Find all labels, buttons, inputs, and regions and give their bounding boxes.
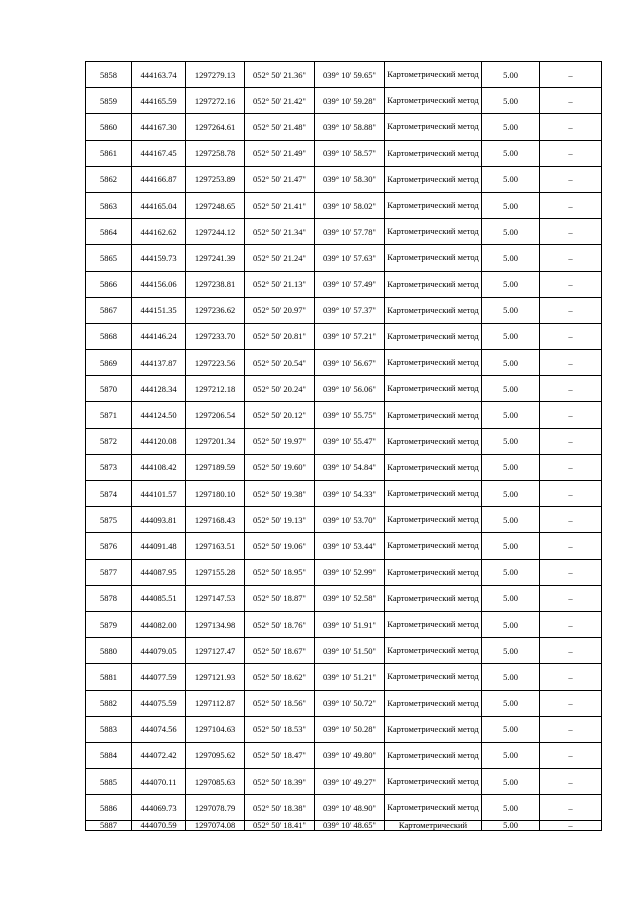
method-cell: Картометрический метод — [385, 402, 482, 428]
latitude-cell: 052° 50' 18.62" — [245, 664, 315, 690]
y-coordinate-cell: 1297127.47 — [186, 638, 245, 664]
precision-cell: 5.00 — [482, 769, 540, 795]
note-cell: – — [540, 297, 602, 323]
y-coordinate-cell: 1297189.59 — [186, 454, 245, 480]
precision-cell: 5.00 — [482, 454, 540, 480]
precision-cell: 5.00 — [482, 297, 540, 323]
point-number-cell: 5867 — [86, 297, 132, 323]
precision-cell: 5.00 — [482, 611, 540, 637]
longitude-cell: 039° 10' 55.47" — [315, 428, 385, 454]
longitude-cell: 039° 10' 57.21" — [315, 323, 385, 349]
latitude-cell: 052° 50' 18.53" — [245, 716, 315, 742]
x-coordinate-cell: 444162.62 — [132, 219, 186, 245]
x-coordinate-cell: 444137.87 — [132, 350, 186, 376]
longitude-cell: 039° 10' 57.63" — [315, 245, 385, 271]
x-coordinate-cell: 444070.59 — [132, 821, 186, 831]
table-row — [86, 192, 602, 218]
x-coordinate-cell: 444075.59 — [132, 690, 186, 716]
longitude-cell: 039° 10' 58.88" — [315, 114, 385, 140]
table-row — [86, 376, 602, 402]
latitude-cell: 052° 50' 21.42" — [245, 88, 315, 114]
x-coordinate-cell: 444085.51 — [132, 585, 186, 611]
longitude-cell: 039° 10' 50.28" — [315, 716, 385, 742]
y-coordinate-cell: 1297253.89 — [186, 166, 245, 192]
table-row — [86, 664, 602, 690]
latitude-cell: 052° 50' 21.36" — [245, 62, 315, 88]
longitude-cell: 039° 10' 48.65" — [315, 821, 385, 831]
x-coordinate-cell: 444165.04 — [132, 192, 186, 218]
x-coordinate-cell: 444101.57 — [132, 481, 186, 507]
note-cell: – — [540, 140, 602, 166]
longitude-cell: 039° 10' 56.06" — [315, 376, 385, 402]
note-cell: – — [540, 559, 602, 585]
x-coordinate-cell: 444156.06 — [132, 271, 186, 297]
table-row — [86, 271, 602, 297]
point-number-cell: 5872 — [86, 428, 132, 454]
latitude-cell: 052° 50' 20.54" — [245, 350, 315, 376]
point-number-cell: 5869 — [86, 350, 132, 376]
precision-cell: 5.00 — [482, 402, 540, 428]
y-coordinate-cell: 1297147.53 — [186, 585, 245, 611]
note-cell: – — [540, 664, 602, 690]
latitude-cell: 052° 50' 21.34" — [245, 219, 315, 245]
latitude-cell: 052° 50' 20.81" — [245, 323, 315, 349]
x-coordinate-cell: 444077.59 — [132, 664, 186, 690]
table-row — [86, 62, 602, 88]
longitude-cell: 039° 10' 54.33" — [315, 481, 385, 507]
x-coordinate-cell: 444146.24 — [132, 323, 186, 349]
x-coordinate-cell: 444128.34 — [132, 376, 186, 402]
y-coordinate-cell: 1297244.12 — [186, 219, 245, 245]
x-coordinate-cell: 444091.48 — [132, 533, 186, 559]
point-number-cell: 5881 — [86, 664, 132, 690]
method-cell: Картометрический метод — [385, 166, 482, 192]
y-coordinate-cell: 1297212.18 — [186, 376, 245, 402]
latitude-cell: 052° 50' 21.13" — [245, 271, 315, 297]
precision-cell: 5.00 — [482, 716, 540, 742]
method-cell: Картометрический метод — [385, 350, 482, 376]
note-cell: – — [540, 585, 602, 611]
point-number-cell: 5870 — [86, 376, 132, 402]
method-cell: Картометрический метод — [385, 192, 482, 218]
note-cell: – — [540, 323, 602, 349]
y-coordinate-cell: 1297180.10 — [186, 481, 245, 507]
table-row — [86, 559, 602, 585]
y-coordinate-cell: 1297264.61 — [186, 114, 245, 140]
point-number-cell: 5887 — [86, 821, 132, 831]
method-cell: Картометрический метод — [385, 62, 482, 88]
x-coordinate-cell: 444159.73 — [132, 245, 186, 271]
note-cell: – — [540, 742, 602, 768]
note-cell: – — [540, 62, 602, 88]
latitude-cell: 052° 50' 19.97" — [245, 428, 315, 454]
note-cell: – — [540, 428, 602, 454]
table-row — [86, 166, 602, 192]
point-number-cell: 5885 — [86, 769, 132, 795]
longitude-cell: 039° 10' 57.37" — [315, 297, 385, 323]
precision-cell: 5.00 — [482, 664, 540, 690]
x-coordinate-cell: 444072.42 — [132, 742, 186, 768]
x-coordinate-cell: 444087.95 — [132, 559, 186, 585]
point-number-cell: 5884 — [86, 742, 132, 768]
longitude-cell: 039° 10' 51.21" — [315, 664, 385, 690]
table-row — [86, 219, 602, 245]
table-row — [86, 140, 602, 166]
note-cell: – — [540, 88, 602, 114]
note-cell: – — [540, 192, 602, 218]
precision-cell: 5.00 — [482, 219, 540, 245]
longitude-cell: 039° 10' 52.58" — [315, 585, 385, 611]
y-coordinate-cell: 1297236.62 — [186, 297, 245, 323]
point-number-cell: 5876 — [86, 533, 132, 559]
table-body — [86, 62, 602, 831]
method-cell: Картометрический метод — [385, 245, 482, 271]
longitude-cell: 039° 10' 48.90" — [315, 795, 385, 821]
y-coordinate-cell: 1297095.62 — [186, 742, 245, 768]
latitude-cell: 052° 50' 20.97" — [245, 297, 315, 323]
point-number-cell: 5877 — [86, 559, 132, 585]
y-coordinate-cell: 1297279.13 — [186, 62, 245, 88]
precision-cell: 5.00 — [482, 62, 540, 88]
x-coordinate-cell: 444163.74 — [132, 62, 186, 88]
point-number-cell: 5879 — [86, 611, 132, 637]
longitude-cell: 039° 10' 52.99" — [315, 559, 385, 585]
table-row — [86, 88, 602, 114]
note-cell: – — [540, 454, 602, 480]
method-cell: Картометрический метод — [385, 271, 482, 297]
table-row — [86, 428, 602, 454]
point-number-cell: 5861 — [86, 140, 132, 166]
longitude-cell: 039° 10' 58.57" — [315, 140, 385, 166]
latitude-cell: 052° 50' 18.38" — [245, 795, 315, 821]
point-number-cell: 5880 — [86, 638, 132, 664]
longitude-cell: 039° 10' 56.67" — [315, 350, 385, 376]
y-coordinate-cell: 1297155.28 — [186, 559, 245, 585]
y-coordinate-cell: 1297078.79 — [186, 795, 245, 821]
x-coordinate-cell: 444108.42 — [132, 454, 186, 480]
longitude-cell: 039° 10' 57.49" — [315, 271, 385, 297]
table-row — [86, 690, 602, 716]
longitude-cell: 039° 10' 59.65" — [315, 62, 385, 88]
x-coordinate-cell: 444070.11 — [132, 769, 186, 795]
precision-cell: 5.00 — [482, 350, 540, 376]
method-cell: Картометрический метод — [385, 716, 482, 742]
method-cell: Картометрический метод — [385, 376, 482, 402]
precision-cell: 5.00 — [482, 507, 540, 533]
latitude-cell: 052° 50' 21.48" — [245, 114, 315, 140]
method-cell: Картометрический метод — [385, 690, 482, 716]
method-cell: Картометрический метод — [385, 114, 482, 140]
method-cell: Картометрический метод — [385, 664, 482, 690]
table-row — [86, 323, 602, 349]
table-row — [86, 454, 602, 480]
note-cell: – — [540, 821, 602, 831]
longitude-cell: 039° 10' 51.50" — [315, 638, 385, 664]
point-number-cell: 5886 — [86, 795, 132, 821]
latitude-cell: 052° 50' 21.47" — [245, 166, 315, 192]
method-cell: Картометрический метод — [385, 742, 482, 768]
table-row — [86, 795, 602, 821]
point-number-cell: 5866 — [86, 271, 132, 297]
precision-cell: 5.00 — [482, 166, 540, 192]
longitude-cell: 039° 10' 57.78" — [315, 219, 385, 245]
latitude-cell: 052° 50' 19.13" — [245, 507, 315, 533]
latitude-cell: 052° 50' 19.60" — [245, 454, 315, 480]
point-number-cell: 5878 — [86, 585, 132, 611]
precision-cell: 5.00 — [482, 690, 540, 716]
method-cell: Картометрический метод — [385, 454, 482, 480]
x-coordinate-cell: 444082.00 — [132, 611, 186, 637]
precision-cell: 5.00 — [482, 428, 540, 454]
note-cell: – — [540, 507, 602, 533]
method-cell: Картометрический метод — [385, 88, 482, 114]
note-cell: – — [540, 166, 602, 192]
latitude-cell: 052° 50' 19.38" — [245, 481, 315, 507]
table-row — [86, 611, 602, 637]
y-coordinate-cell: 1297074.08 — [186, 821, 245, 831]
note-cell: – — [540, 402, 602, 428]
latitude-cell: 052° 50' 18.41" — [245, 821, 315, 831]
note-cell: – — [540, 219, 602, 245]
y-coordinate-cell: 1297112.87 — [186, 690, 245, 716]
longitude-cell: 039° 10' 49.80" — [315, 742, 385, 768]
y-coordinate-cell: 1297272.16 — [186, 88, 245, 114]
point-number-cell: 5883 — [86, 716, 132, 742]
method-cell: Картометрический метод — [385, 638, 482, 664]
method-cell: Картометрический метод — [385, 219, 482, 245]
point-number-cell: 5871 — [86, 402, 132, 428]
table-row — [86, 114, 602, 140]
x-coordinate-cell: 444074.56 — [132, 716, 186, 742]
table-row — [86, 533, 602, 559]
latitude-cell: 052° 50' 18.87" — [245, 585, 315, 611]
point-number-cell: 5882 — [86, 690, 132, 716]
x-coordinate-cell: 444120.08 — [132, 428, 186, 454]
longitude-cell: 039° 10' 49.27" — [315, 769, 385, 795]
latitude-cell: 052° 50' 18.47" — [245, 742, 315, 768]
method-cell: Картометрический метод — [385, 585, 482, 611]
y-coordinate-cell: 1297206.54 — [186, 402, 245, 428]
table-row — [86, 297, 602, 323]
point-number-cell: 5873 — [86, 454, 132, 480]
longitude-cell: 039° 10' 53.70" — [315, 507, 385, 533]
longitude-cell: 039° 10' 59.28" — [315, 88, 385, 114]
x-coordinate-cell: 444167.45 — [132, 140, 186, 166]
note-cell: – — [540, 481, 602, 507]
method-cell: Картометрический метод — [385, 559, 482, 585]
note-cell: – — [540, 795, 602, 821]
longitude-cell: 039° 10' 58.30" — [315, 166, 385, 192]
table-row — [86, 350, 602, 376]
table-row — [86, 245, 602, 271]
note-cell: – — [540, 271, 602, 297]
note-cell: – — [540, 611, 602, 637]
note-cell: – — [540, 533, 602, 559]
method-cell: Картометрический метод — [385, 795, 482, 821]
x-coordinate-cell: 444093.81 — [132, 507, 186, 533]
x-coordinate-cell: 444079.05 — [132, 638, 186, 664]
note-cell: – — [540, 114, 602, 140]
longitude-cell: 039° 10' 53.44" — [315, 533, 385, 559]
point-number-cell: 5865 — [86, 245, 132, 271]
precision-cell: 5.00 — [482, 271, 540, 297]
precision-cell: 5.00 — [482, 795, 540, 821]
method-cell: Картометрический метод — [385, 140, 482, 166]
table-row — [86, 716, 602, 742]
latitude-cell: 052° 50' 20.24" — [245, 376, 315, 402]
method-cell: Картометрический метод — [385, 323, 482, 349]
y-coordinate-cell: 1297258.78 — [186, 140, 245, 166]
point-number-cell: 5860 — [86, 114, 132, 140]
coordinates-table — [85, 61, 602, 831]
precision-cell: 5.00 — [482, 559, 540, 585]
point-number-cell: 5862 — [86, 166, 132, 192]
precision-cell: 5.00 — [482, 245, 540, 271]
point-number-cell: 5859 — [86, 88, 132, 114]
latitude-cell: 052° 50' 21.41" — [245, 192, 315, 218]
precision-cell: 5.00 — [482, 533, 540, 559]
note-cell: – — [540, 638, 602, 664]
table-row — [86, 769, 602, 795]
precision-cell: 5.00 — [482, 88, 540, 114]
method-cell: Картометрический метод — [385, 507, 482, 533]
y-coordinate-cell: 1297163.51 — [186, 533, 245, 559]
longitude-cell: 039° 10' 54.84" — [315, 454, 385, 480]
point-number-cell: 5875 — [86, 507, 132, 533]
latitude-cell: 052° 50' 21.24" — [245, 245, 315, 271]
note-cell: – — [540, 350, 602, 376]
y-coordinate-cell: 1297104.63 — [186, 716, 245, 742]
precision-cell: 5.00 — [482, 140, 540, 166]
method-cell: Картометрический — [385, 821, 482, 831]
precision-cell: 5.00 — [482, 376, 540, 402]
precision-cell: 5.00 — [482, 821, 540, 831]
longitude-cell: 039° 10' 58.02" — [315, 192, 385, 218]
table-row — [86, 481, 602, 507]
x-coordinate-cell: 444151.35 — [132, 297, 186, 323]
latitude-cell: 052° 50' 18.76" — [245, 611, 315, 637]
precision-cell: 5.00 — [482, 323, 540, 349]
point-number-cell: 5858 — [86, 62, 132, 88]
method-cell: Картометрический метод — [385, 769, 482, 795]
y-coordinate-cell: 1297248.65 — [186, 192, 245, 218]
precision-cell: 5.00 — [482, 742, 540, 768]
precision-cell: 5.00 — [482, 585, 540, 611]
note-cell: – — [540, 690, 602, 716]
precision-cell: 5.00 — [482, 481, 540, 507]
table-row — [86, 742, 602, 768]
point-number-cell: 5863 — [86, 192, 132, 218]
note-cell: – — [540, 245, 602, 271]
point-number-cell: 5864 — [86, 219, 132, 245]
point-number-cell: 5874 — [86, 481, 132, 507]
y-coordinate-cell: 1297233.70 — [186, 323, 245, 349]
precision-cell: 5.00 — [482, 114, 540, 140]
precision-cell: 5.00 — [482, 638, 540, 664]
method-cell: Картометрический метод — [385, 533, 482, 559]
longitude-cell: 039° 10' 55.75" — [315, 402, 385, 428]
y-coordinate-cell: 1297241.39 — [186, 245, 245, 271]
y-coordinate-cell: 1297085.63 — [186, 769, 245, 795]
precision-cell: 5.00 — [482, 192, 540, 218]
y-coordinate-cell: 1297238.81 — [186, 271, 245, 297]
latitude-cell: 052° 50' 20.12" — [245, 402, 315, 428]
longitude-cell: 039° 10' 51.91" — [315, 611, 385, 637]
note-cell: – — [540, 716, 602, 742]
latitude-cell: 052° 50' 18.56" — [245, 690, 315, 716]
longitude-cell: 039° 10' 50.72" — [315, 690, 385, 716]
y-coordinate-cell: 1297134.98 — [186, 611, 245, 637]
table-row — [86, 821, 602, 831]
x-coordinate-cell: 444166.87 — [132, 166, 186, 192]
table-row — [86, 507, 602, 533]
y-coordinate-cell: 1297223.56 — [186, 350, 245, 376]
x-coordinate-cell: 444167.30 — [132, 114, 186, 140]
method-cell: Картометрический метод — [385, 611, 482, 637]
y-coordinate-cell: 1297201.34 — [186, 428, 245, 454]
x-coordinate-cell: 444165.59 — [132, 88, 186, 114]
table-row — [86, 402, 602, 428]
method-cell: Картометрический метод — [385, 297, 482, 323]
x-coordinate-cell: 444124.50 — [132, 402, 186, 428]
y-coordinate-cell: 1297168.43 — [186, 507, 245, 533]
note-cell: – — [540, 376, 602, 402]
latitude-cell: 052° 50' 18.67" — [245, 638, 315, 664]
latitude-cell: 052° 50' 18.95" — [245, 559, 315, 585]
table-row — [86, 585, 602, 611]
note-cell: – — [540, 769, 602, 795]
point-number-cell: 5868 — [86, 323, 132, 349]
latitude-cell: 052° 50' 19.06" — [245, 533, 315, 559]
method-cell: Картометрический метод — [385, 481, 482, 507]
latitude-cell: 052° 50' 18.39" — [245, 769, 315, 795]
y-coordinate-cell: 1297121.93 — [186, 664, 245, 690]
method-cell: Картометрический метод — [385, 428, 482, 454]
x-coordinate-cell: 444069.73 — [132, 795, 186, 821]
latitude-cell: 052° 50' 21.49" — [245, 140, 315, 166]
table-row — [86, 638, 602, 664]
